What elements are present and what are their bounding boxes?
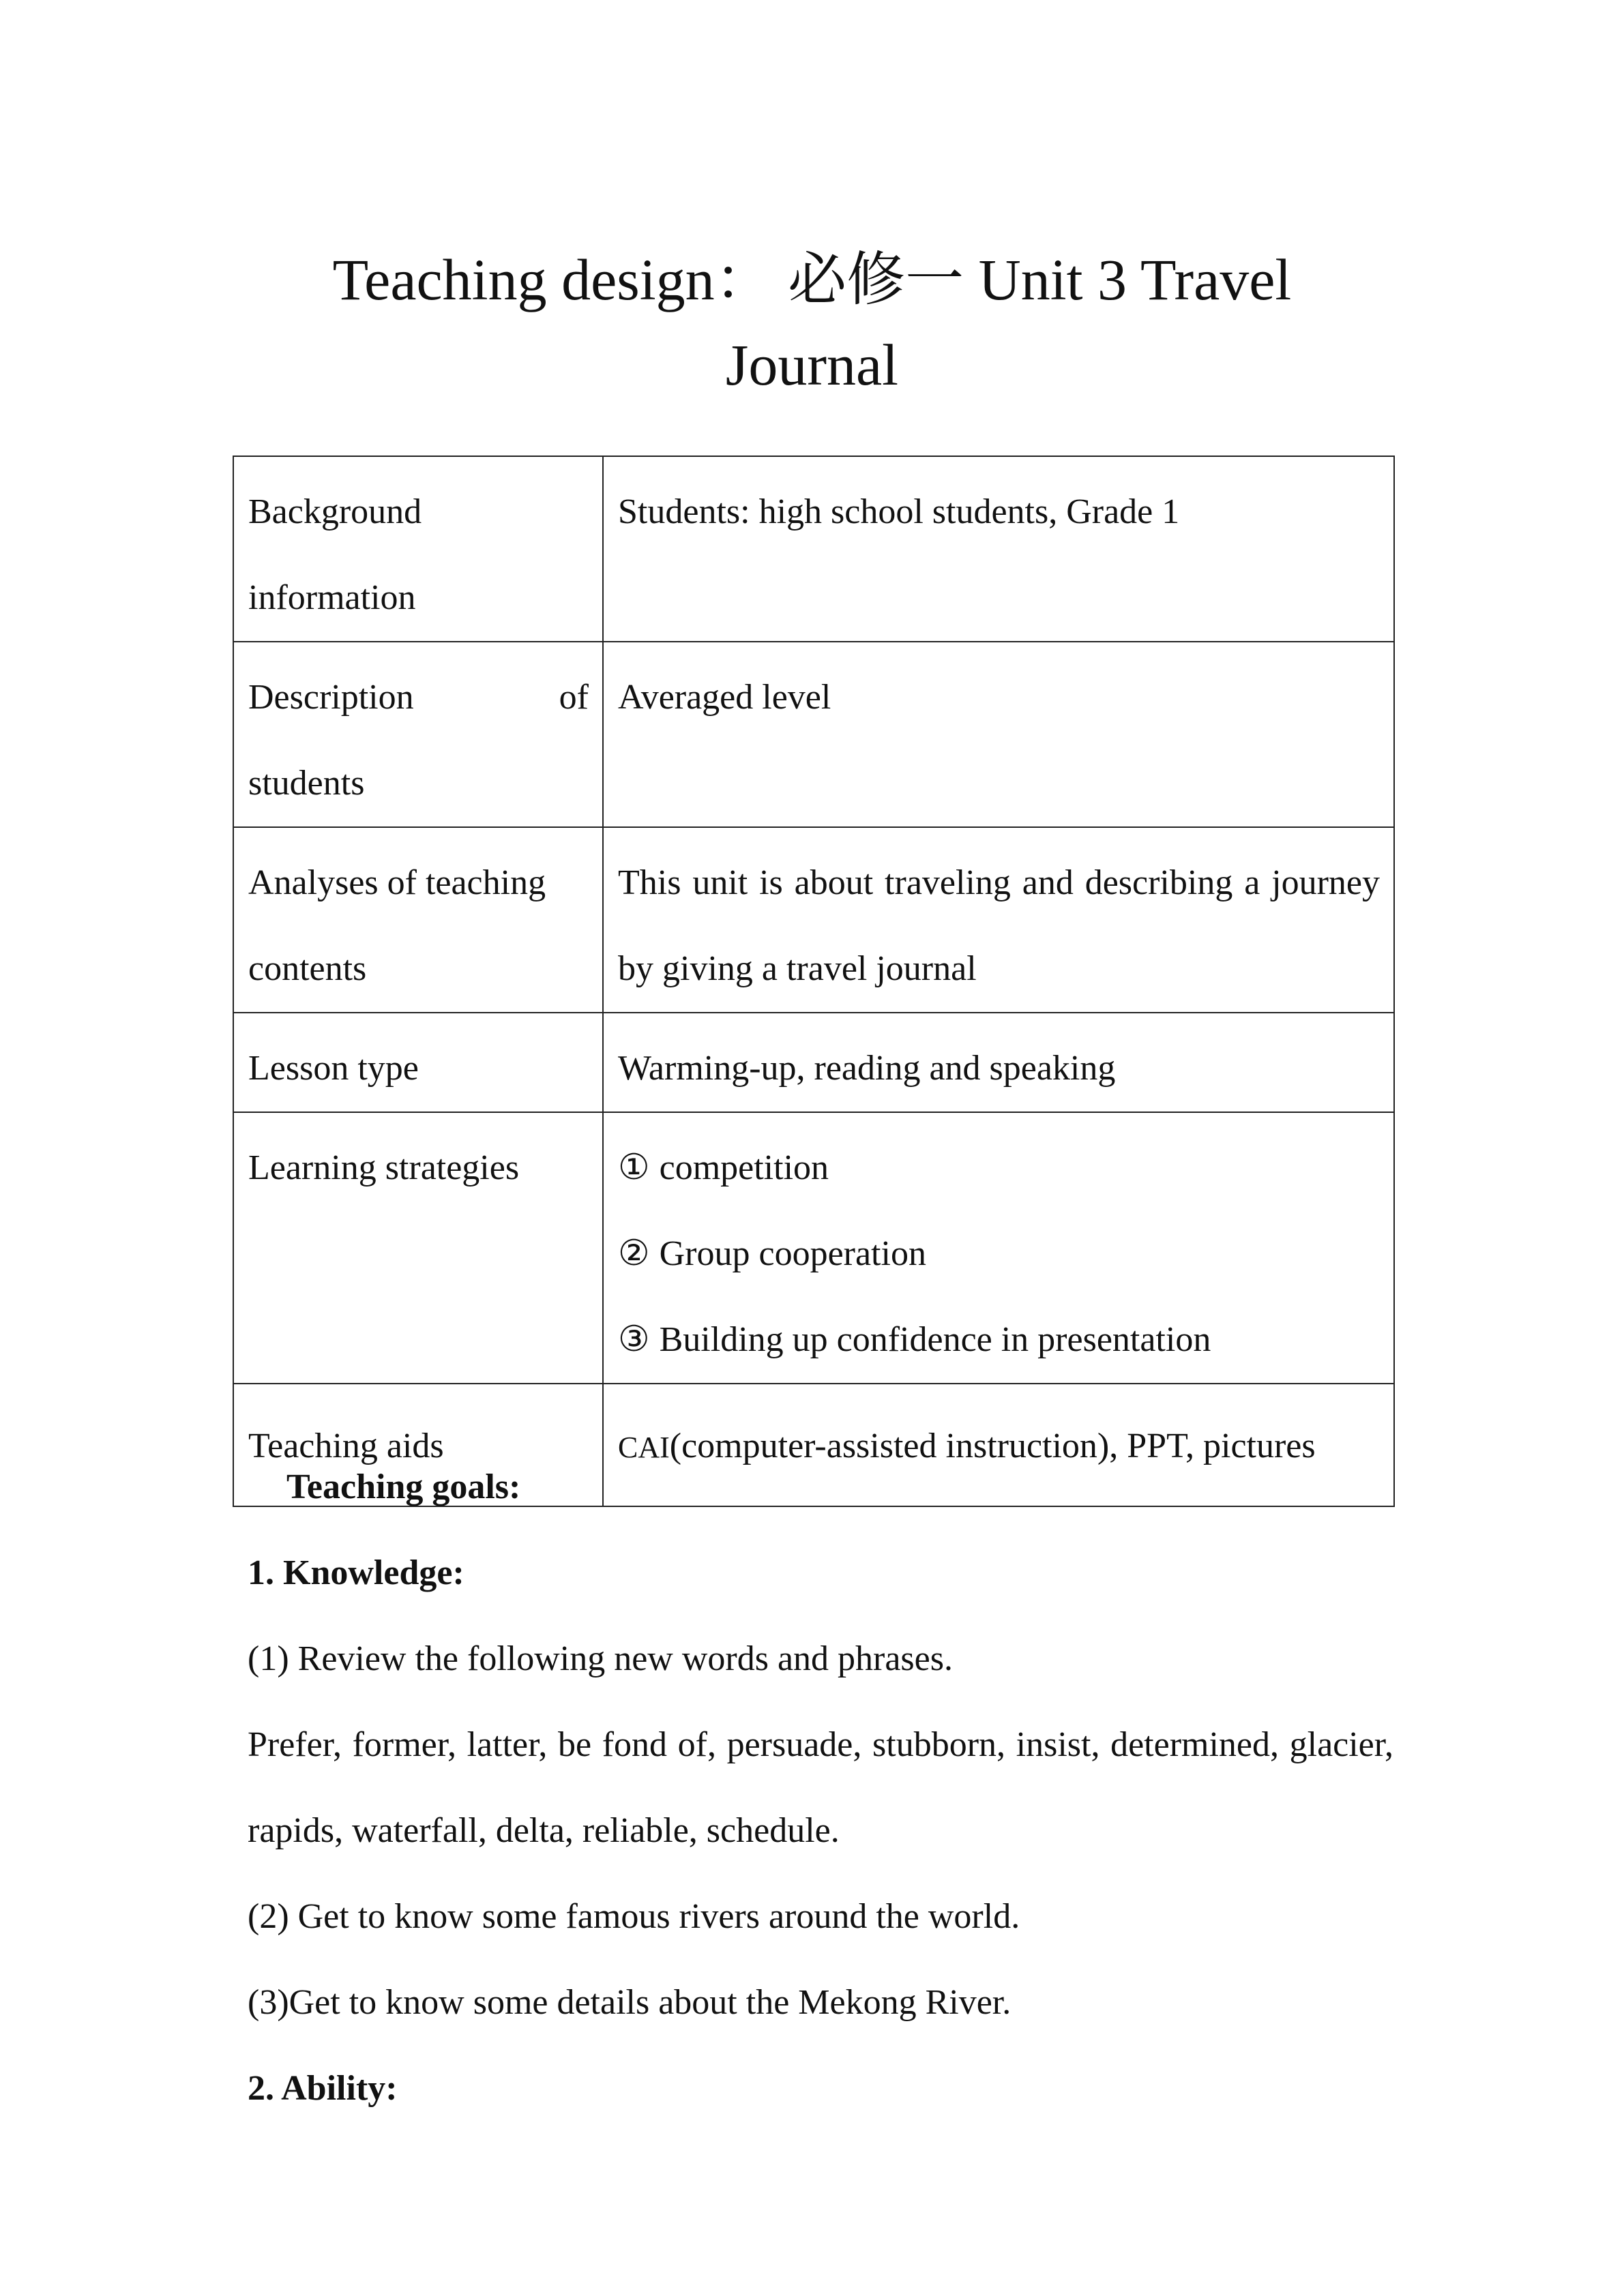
value-level: Averaged level: [603, 642, 1394, 827]
label-lesson-type: Lesson type: [233, 1013, 603, 1112]
list-item: [618, 1125, 1380, 1211]
label-word: of: [559, 678, 589, 717]
value-lesson-type: Warming-up, reading and speaking: [603, 1013, 1394, 1112]
title-line-2: Journal: [725, 331, 899, 398]
list-item-text: Group cooperation: [659, 1234, 926, 1273]
table-row: [233, 1013, 1394, 1112]
label-background-information: Background information: [233, 456, 603, 642]
label-teaching-aids: Teaching aids: [233, 1384, 603, 1506]
cai-abbreviation: CAI: [618, 1431, 670, 1464]
knowledge-item-1: (1) Review the following new words and phrases.: [248, 1639, 953, 1678]
label-word: Description: [248, 678, 414, 717]
page-title: [0, 237, 1624, 408]
ability-heading: 2. Ability:: [248, 2069, 398, 2108]
label-description-of-students: [233, 642, 603, 827]
title-line-1: Teaching design： 必修一 Unit 3 Travel: [332, 246, 1292, 312]
circled-number-marker: ①: [618, 1148, 650, 1187]
label-word: students: [248, 764, 365, 803]
table-row: [233, 642, 1394, 827]
knowledge-item-2: (2) Get to know some famous rivers around the world.: [248, 1897, 1020, 1936]
vocabulary-list: Prefer, former, latter, be fond of, persuade, stubborn, insist, determined, glacier, rapids, waterfall, delta, reliable, schedule.: [248, 1725, 1393, 1850]
info-table: [233, 456, 1395, 1507]
value-students: Students: high school students, Grade 1: [603, 456, 1394, 642]
list-item: [618, 1297, 1380, 1383]
list-item-text: Building up confidence in presentation: [659, 1320, 1211, 1359]
table-row: [233, 1112, 1394, 1384]
knowledge-item-3: (3)Get to know some details about the Mekong River.: [248, 1983, 1012, 2022]
value-analyses: This unit is about traveling and describing a journey by giving a travel journal: [603, 827, 1394, 1013]
aids-text: (computer-assisted instruction), PPT, pictures: [669, 1427, 1316, 1465]
value-learning-strategies: [603, 1112, 1394, 1384]
label-learning-strategies: Learning strategies: [233, 1112, 603, 1384]
list-item: [618, 1211, 1380, 1297]
circled-number-marker: ③: [618, 1320, 650, 1359]
knowledge-heading: 1. Knowledge:: [248, 1553, 464, 1592]
teaching-goals-heading: Teaching goals:: [286, 1467, 521, 1506]
label-analyses: Analyses of teaching contents: [233, 827, 603, 1013]
table-row: [233, 456, 1394, 642]
table-row: [233, 827, 1394, 1013]
list-item-text: competition: [659, 1148, 829, 1187]
circled-number-marker: ②: [618, 1234, 650, 1273]
